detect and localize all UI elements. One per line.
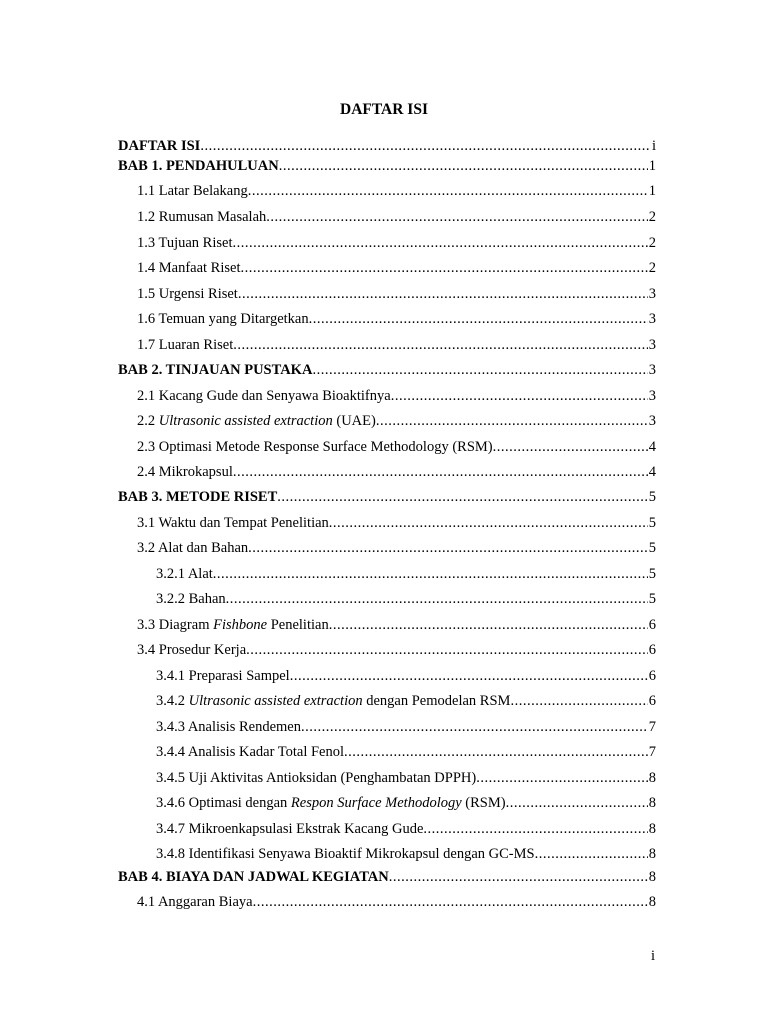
toc-leader-dots xyxy=(506,793,648,813)
toc-entry-label: 2.1 Kacang Gude dan Senyawa Bioaktifnya xyxy=(137,388,391,404)
toc-page-number: 3 xyxy=(648,286,656,302)
toc-page-number: i xyxy=(651,138,656,154)
toc-page-number: 3 xyxy=(648,413,656,429)
toc-entry xyxy=(137,462,656,482)
toc-page-number: 8 xyxy=(648,894,656,910)
toc-leader-dots xyxy=(279,156,648,176)
toc-entry-label: BAB 3. METODE RISET xyxy=(118,489,278,505)
toc-leader-dots xyxy=(233,462,648,482)
toc-leader-dots xyxy=(226,589,648,609)
toc-entry xyxy=(137,207,656,227)
toc-page-number: 6 xyxy=(648,642,656,658)
toc-page-number: 2 xyxy=(648,260,656,276)
toc-entry xyxy=(137,233,656,253)
toc-entry-label: BAB 1. PENDAHULUAN xyxy=(118,158,279,174)
toc-leader-dots xyxy=(213,564,648,584)
toc-entry xyxy=(137,513,656,533)
toc-leader-dots xyxy=(290,666,648,686)
toc-leader-dots xyxy=(248,538,648,558)
toc-entry-label: 2.4 Mikrokapsul xyxy=(137,464,233,480)
toc-leader-dots xyxy=(329,513,648,533)
toc-entry-label: DAFTAR ISI xyxy=(118,138,201,154)
toc-leader-dots xyxy=(329,615,648,635)
toc-entry xyxy=(137,258,656,278)
toc-entry xyxy=(137,309,656,329)
toc-leader-dots xyxy=(253,892,648,912)
toc-page-number: 8 xyxy=(648,770,656,786)
toc-page-number: 1 xyxy=(648,183,656,199)
toc-entry xyxy=(137,615,656,635)
toc-entry xyxy=(137,386,656,406)
toc-entry xyxy=(156,844,656,864)
toc-entry-label: 3.4.7 Mikroenkapsulasi Ekstrak Kacang Gude xyxy=(156,821,424,837)
toc-leader-dots xyxy=(510,691,647,711)
toc-entry-label: 3.2.2 Bahan xyxy=(156,591,226,607)
toc-entry xyxy=(156,564,656,584)
toc-entry xyxy=(156,768,656,788)
toc-entry-label: 3.4.5 Uji Aktivitas Antioksidan (Penghambatan DPPH) xyxy=(156,770,477,786)
toc-chapter-entry xyxy=(118,156,656,176)
toc-entry xyxy=(137,437,656,457)
toc-leader-dots xyxy=(232,233,647,253)
toc-entry-label: 1.5 Urgensi Riset xyxy=(137,286,238,302)
toc-entry xyxy=(137,181,656,201)
toc-leader-dots xyxy=(344,742,648,762)
toc-leader-dots xyxy=(301,717,648,737)
toc-chapter-entry xyxy=(118,487,656,507)
toc-page-number: 4 xyxy=(648,464,656,480)
toc-page-number: 5 xyxy=(648,489,656,505)
toc-leader-dots xyxy=(266,207,647,227)
toc-page-number: 3 xyxy=(648,362,656,378)
toc-leader-dots xyxy=(389,867,648,887)
toc-page-number: 7 xyxy=(648,719,656,735)
toc-entry xyxy=(156,666,656,686)
toc-entry xyxy=(137,411,656,431)
toc-leader-dots xyxy=(200,136,651,156)
toc-entry-label: 3.4.1 Preparasi Sampel xyxy=(156,668,290,684)
toc-page-number: 6 xyxy=(648,617,656,633)
toc-entry-label: BAB 4. BIAYA DAN JADWAL KEGIATAN xyxy=(118,869,389,885)
toc-leader-dots xyxy=(535,844,648,864)
toc-page-number: 8 xyxy=(648,846,656,862)
toc-entry-label: 1.1 Latar Belakang xyxy=(137,183,248,199)
toc-leader-dots xyxy=(277,487,647,507)
toc-page-number: 6 xyxy=(648,693,656,709)
toc-page-number: 4 xyxy=(648,439,656,455)
toc-entry xyxy=(137,335,656,355)
toc-page-number: 8 xyxy=(648,795,656,811)
page-number: i xyxy=(651,948,656,964)
toc-entry xyxy=(156,691,656,711)
toc-page-number: 1 xyxy=(648,158,656,174)
toc-entry-label: 1.6 Temuan yang Ditargetkan xyxy=(137,311,309,327)
toc-leader-dots xyxy=(312,360,647,380)
page-title: DAFTAR ISI xyxy=(340,101,428,118)
toc-chapter-entry xyxy=(118,136,656,156)
toc-entry xyxy=(156,819,656,839)
toc-entry xyxy=(156,793,656,813)
toc-entry-label: 3.4.8 Identifikasi Senyawa Bioaktif Mikrokapsul dengan GC-MS xyxy=(156,846,535,862)
toc-page-number: 2 xyxy=(648,235,656,251)
toc-leader-dots xyxy=(238,284,648,304)
toc-entry xyxy=(156,589,656,609)
toc-entry-label: 3.4.3 Analisis Rendemen xyxy=(156,719,301,735)
toc-page-number: 5 xyxy=(648,515,656,531)
toc-page-number: 8 xyxy=(648,869,656,885)
toc-entry xyxy=(137,892,656,912)
toc-page-number: 3 xyxy=(648,388,656,404)
toc-entry-label: 1.2 Rumusan Masalah xyxy=(137,209,267,225)
toc-page-number: 5 xyxy=(648,591,656,607)
toc-entry-label: BAB 2. TINJAUAN PUSTAKA xyxy=(118,362,313,378)
toc-entry-label: 3.2.1 Alat xyxy=(156,566,213,582)
toc-entry-label: 3.4.6 Optimasi dengan Respon Surface Methodology (RSM) xyxy=(156,795,506,811)
toc-page-number: 3 xyxy=(648,337,656,353)
toc-page-number: 5 xyxy=(648,566,656,582)
toc-entry xyxy=(137,284,656,304)
toc-leader-dots xyxy=(241,258,648,278)
toc-entry-label: 3.4 Prosedur Kerja xyxy=(137,642,247,658)
toc-entry-label: 1.4 Manfaat Riset xyxy=(137,260,241,276)
toc-leader-dots xyxy=(493,437,648,457)
toc-entry-label: 1.3 Tujuan Riset xyxy=(137,235,233,251)
toc-leader-dots xyxy=(309,309,648,329)
toc-entry-label: 2.2 Ultrasonic assisted extraction (UAE) xyxy=(137,413,376,429)
toc-entry xyxy=(137,538,656,558)
toc-leader-dots xyxy=(376,411,648,431)
toc-page-number: 2 xyxy=(648,209,656,225)
toc-chapter-entry xyxy=(118,867,656,887)
toc-entry xyxy=(137,640,656,660)
toc-leader-dots xyxy=(391,386,648,406)
toc-leader-dots xyxy=(246,640,648,660)
toc-chapter-entry xyxy=(118,360,656,380)
toc-page-number: 5 xyxy=(648,540,656,556)
toc-entry xyxy=(156,742,656,762)
toc-leader-dots xyxy=(423,819,647,839)
toc-entry-label: 2.3 Optimasi Metode Response Surface Methodology (RSM) xyxy=(137,439,493,455)
toc-entry-label: 3.2 Alat dan Bahan xyxy=(137,540,249,556)
toc-entry-label: 4.1 Anggaran Biaya xyxy=(137,894,253,910)
toc-entry-label: 3.4.2 Ultrasonic assisted extraction dengan Pemodelan RSM xyxy=(156,693,511,709)
toc-entry-label: 3.1 Waktu dan Tempat Penelitian xyxy=(137,515,329,531)
toc-leader-dots xyxy=(248,181,648,201)
toc-page-number: 7 xyxy=(648,744,656,760)
toc-entry-label: 3.3 Diagram Fishbone Penelitian xyxy=(137,617,329,633)
toc-page-number: 6 xyxy=(648,668,656,684)
toc-leader-dots xyxy=(476,768,648,788)
toc-page-number: 3 xyxy=(648,311,656,327)
toc-leader-dots xyxy=(233,335,648,355)
toc-entry xyxy=(156,717,656,737)
toc-entry-label: 3.4.4 Analisis Kadar Total Fenol xyxy=(156,744,345,760)
toc-page-number: 8 xyxy=(648,821,656,837)
toc-entry-label: 1.7 Luaran Riset xyxy=(137,337,234,353)
